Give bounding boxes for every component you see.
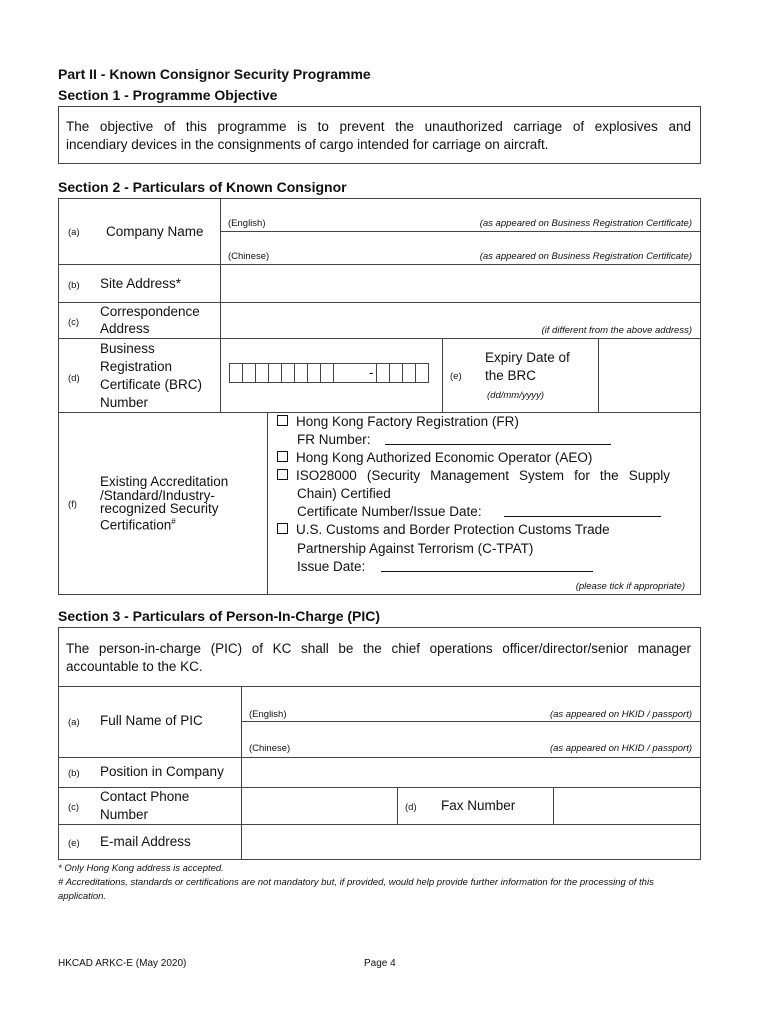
- expiry-label-line2: the BRC: [485, 368, 537, 383]
- phone-field[interactable]: [243, 789, 396, 823]
- footnote-hash-line2: application.: [58, 891, 107, 902]
- phone-label-line1: Contact Phone: [100, 789, 190, 804]
- fax-label: Fax Number: [441, 798, 516, 813]
- pic-name-chinese-label: (Chinese): [249, 743, 291, 754]
- footnote-star: * Only Hong Kong address is accepted.: [58, 863, 224, 874]
- company-name-label: Company Name: [106, 224, 204, 239]
- option-fr[interactable]: [277, 414, 519, 429]
- section2-title: Section 2 - Particulars of Known Consignor: [58, 179, 347, 195]
- row-b-letter: (b): [68, 280, 80, 291]
- position-field[interactable]: [243, 759, 699, 786]
- pic-name-english-field[interactable]: [243, 688, 699, 720]
- fr-checkbox[interactable]: [277, 415, 288, 426]
- row-d-letter: (d): [68, 373, 80, 384]
- expiry-label-line1: Expiry Date of: [485, 350, 570, 365]
- pic-row-b-letter: (b): [68, 768, 80, 779]
- iso-label-line2: Chain) Certified: [297, 486, 391, 501]
- iso-cert-label: Certificate Number/Issue Date:: [297, 504, 482, 519]
- phone-label-line2: Number: [100, 807, 149, 822]
- fr-label: Hong Kong Factory Registration (FR): [296, 414, 519, 429]
- site-address-label: Site Address*: [100, 276, 182, 291]
- page-number: Page 4: [364, 958, 396, 969]
- footnote-hash-line1: # Accreditations, standards or certifications are not mandatory but, if provided, would help provide further information for the processing of this: [58, 877, 654, 888]
- accreditation-label-line1: Existing Accreditation: [100, 474, 229, 489]
- fax-field[interactable]: [555, 789, 699, 823]
- email-label: E-mail Address: [100, 834, 191, 849]
- option-iso[interactable]: [277, 468, 670, 483]
- iso-checkbox[interactable]: [277, 469, 288, 480]
- brc-number-boxes[interactable]: [229, 363, 431, 385]
- ctpat-label: U.S. Customs and Border Protection Customs Trade: [296, 522, 610, 537]
- fr-number-field[interactable]: [385, 444, 611, 445]
- row-f-letter: (f): [68, 499, 77, 510]
- ctpat-issue-label: Issue Date:: [297, 559, 366, 574]
- company-name-chinese-field[interactable]: [222, 233, 698, 263]
- brc-expiry-field[interactable]: [600, 340, 698, 410]
- objective-text-line1: The objective of this programme is to prevent the unauthorized carriage of explosives and: [66, 119, 691, 134]
- company-name-english-note: (as appeared on Business Registration Certificate): [479, 218, 692, 229]
- option-aeo[interactable]: [277, 450, 592, 465]
- company-name-english-label: (English): [228, 218, 266, 229]
- pic-name-chinese-note: (as appeared on HKID / passport): [549, 743, 692, 754]
- form-code: HKCAD ARKC-E (May 2020): [58, 958, 187, 969]
- correspondence-label-line1: Correspondence: [100, 304, 200, 319]
- ctpat-label-line2: Partnership Against Terrorism (C-TPAT): [297, 541, 534, 556]
- pic-row-a-letter: (a): [68, 717, 80, 728]
- accreditation-label-line3: recognized Security: [100, 501, 219, 516]
- company-name-chinese-note: (as appeared on Business Registration Certificate): [479, 251, 692, 262]
- company-name-chinese-label: (Chinese): [228, 251, 270, 262]
- expiry-format: (dd/mm/yyyy): [487, 390, 544, 401]
- company-name-english-field[interactable]: [222, 200, 698, 230]
- pic-name-english-label: (English): [249, 709, 287, 720]
- pic-intro-line2: accountable to the KC.: [66, 659, 203, 674]
- pic-row-e-letter: (e): [68, 838, 80, 849]
- iso-label: ISO28000 (Security Management System for the Supply: [296, 468, 670, 483]
- brc-label-line2: Registration: [100, 359, 173, 374]
- pic-name-chinese-field[interactable]: [243, 723, 699, 756]
- brc-label-line1: Business: [100, 341, 155, 356]
- tick-note: (please tick if appropriate): [575, 581, 685, 592]
- row-e-letter: (e): [450, 371, 462, 382]
- objective-box: [58, 106, 701, 164]
- pic-row-d-letter: (d): [405, 802, 417, 813]
- fr-number-label: FR Number:: [297, 432, 371, 447]
- accreditation-label-line4: Certification: [100, 517, 172, 533]
- objective-text-line2: incendiary devices in the consignments of cargo intended for carriage on aircraft.: [66, 137, 549, 152]
- section1-title: Section 1 - Programme Objective: [58, 87, 278, 103]
- brc-label-line4: Number: [100, 395, 149, 410]
- aeo-label: Hong Kong Authorized Economic Operator (AEO): [296, 450, 593, 465]
- site-address-field[interactable]: [222, 266, 698, 301]
- correspondence-note: (if different from the above address): [541, 325, 692, 336]
- pic-intro-line1: The person-in-charge (PIC) of KC shall be the chief operations officer/director/senior manager: [66, 641, 691, 656]
- accreditation-label-line2: /Standard/Industry-: [100, 488, 215, 503]
- section3-title: Section 3 - Particulars of Person-In-Charge (PIC): [58, 608, 381, 624]
- row-a-letter: (a): [68, 227, 80, 238]
- correspondence-address-field[interactable]: [222, 304, 698, 337]
- option-ctpat[interactable]: [277, 522, 610, 537]
- pic-name-english-note: (as appeared on HKID / passport): [549, 709, 692, 720]
- iso-cert-field[interactable]: [504, 516, 661, 517]
- correspondence-label-line2: Address: [100, 321, 150, 336]
- accreditation-sup: #: [171, 517, 176, 526]
- ctpat-checkbox[interactable]: [277, 523, 288, 534]
- email-field[interactable]: [243, 826, 699, 859]
- pic-row-c-letter: (c): [68, 802, 80, 813]
- brc-dash: -: [369, 365, 374, 380]
- brc-label-line3: Certificate (BRC): [100, 377, 203, 392]
- ctpat-issue-field[interactable]: [381, 571, 593, 572]
- position-label: Position in Company: [100, 764, 224, 779]
- row-c-letter: (c): [68, 317, 80, 328]
- aeo-checkbox[interactable]: [277, 451, 288, 462]
- pic-name-label: Full Name of PIC: [100, 713, 203, 728]
- part-title: Part II - Known Consignor Security Programme: [58, 66, 371, 82]
